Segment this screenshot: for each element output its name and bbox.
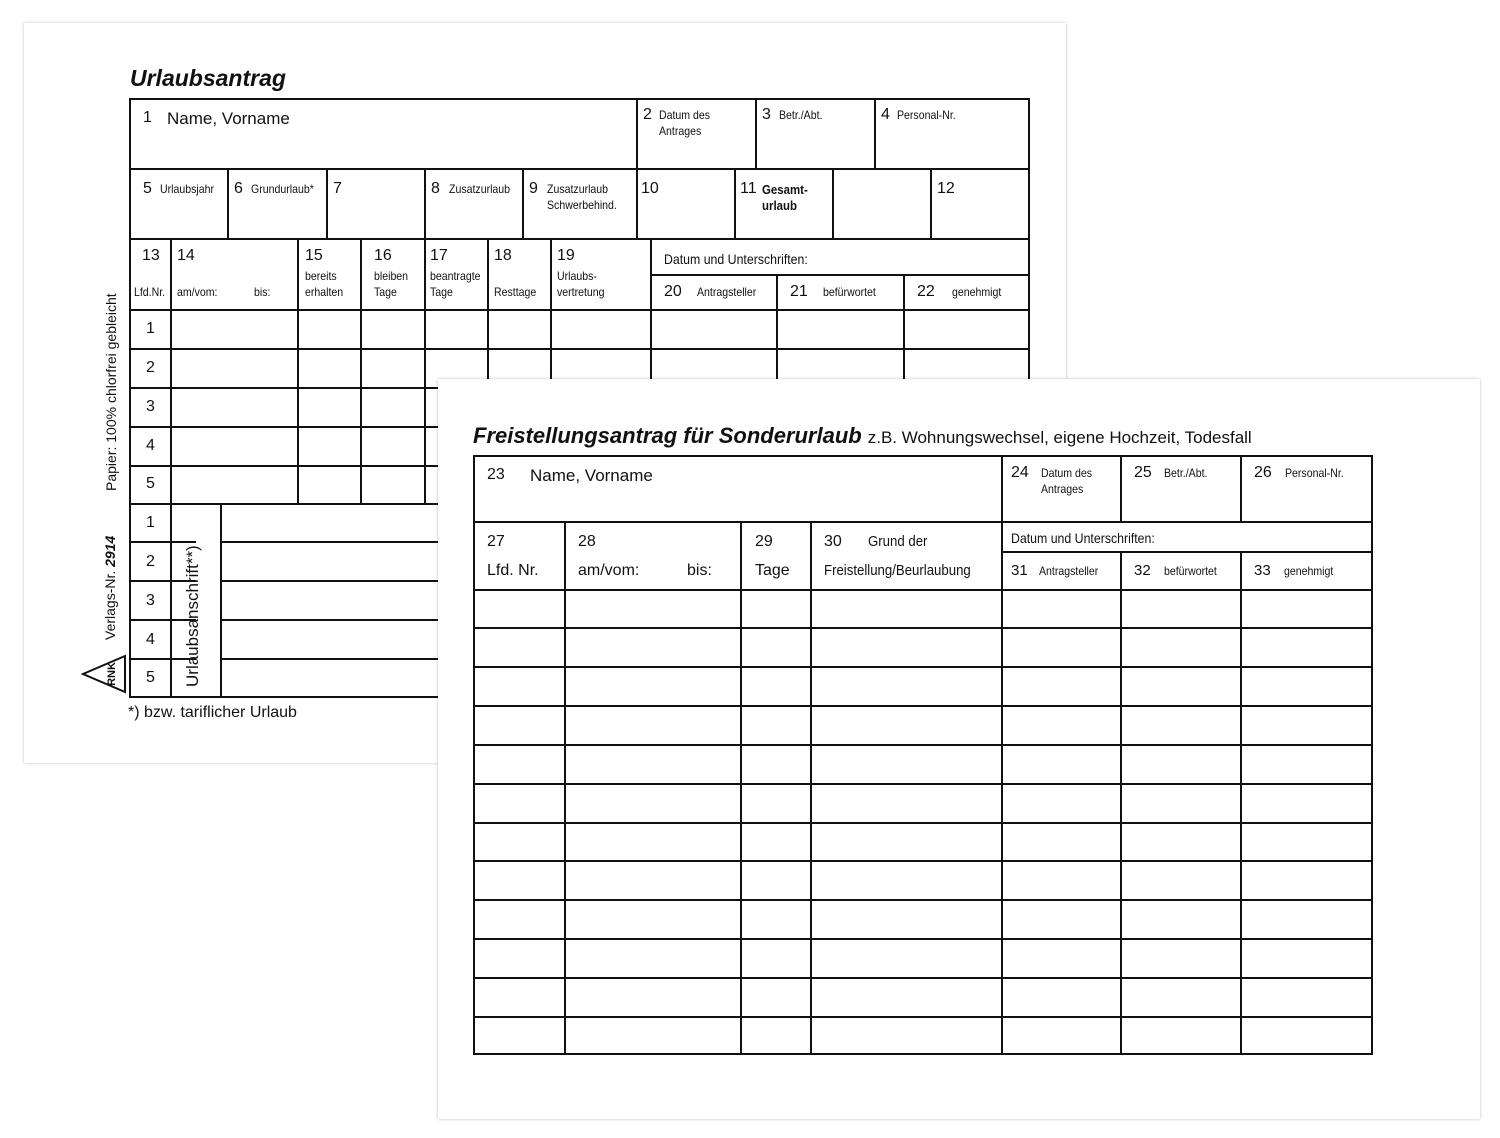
field-26-number: 26 <box>1254 464 1272 481</box>
field-6-number: 6 <box>234 180 243 197</box>
field-15-label-line1: bereits <box>305 269 337 283</box>
address-row-number: 5 <box>146 669 155 686</box>
field-30-label-line1: Grund der <box>868 533 928 550</box>
field-4-label: Personal-Nr. <box>897 108 956 122</box>
field-30-number: 30 <box>824 533 842 550</box>
field-1-number: 1 <box>143 109 152 126</box>
field-21-number: 21 <box>790 283 808 300</box>
row-number: 3 <box>146 398 155 415</box>
address-row-number: 2 <box>146 553 155 570</box>
field-6-label: Grundurlaub* <box>251 182 314 196</box>
address-row-number: 4 <box>146 631 155 648</box>
field-11-label-line1: Gesamt- <box>762 182 808 197</box>
field-25-label: Betr./Abt. <box>1164 466 1208 480</box>
paper-note: Papier: 100% chlorfrei gebleicht <box>103 293 119 491</box>
field-3-label: Betr./Abt. <box>779 108 823 122</box>
freistellungsantrag-subtitle: z.B. Wohnungswechsel, eigene Hochzeit, Todesfall <box>867 428 1252 447</box>
verlag-prefix: Verlags-Nr. <box>102 566 118 640</box>
signatures-label: Datum und Unterschriften: <box>1011 530 1155 546</box>
field-33-number: 33 <box>1254 562 1271 579</box>
field-13-label: Lfd.Nr. <box>134 285 166 299</box>
verlag-number-value: 2914 <box>102 535 118 567</box>
field-11-number: 11 <box>740 180 757 197</box>
field-7-number: 7 <box>333 180 342 197</box>
field-33-label: genehmigt <box>1284 564 1334 578</box>
address-row-number: 3 <box>146 592 155 609</box>
field-9-label-line1: Zusatzurlaub <box>547 182 609 196</box>
field-13-number: 13 <box>142 247 160 264</box>
urlaubsantrag-title: Urlaubsantrag <box>130 65 286 91</box>
field-27-number: 27 <box>487 533 505 550</box>
field-8-label: Zusatzurlaub <box>449 182 511 196</box>
field-3-number: 3 <box>762 106 771 123</box>
address-label: Urlaubsanschrift**) <box>183 545 202 687</box>
field-10-number: 10 <box>641 180 659 197</box>
field-26-label: Personal-Nr. <box>1285 466 1344 480</box>
field-1-label: Name, Vorname <box>167 109 290 128</box>
field-2-number: 2 <box>643 106 652 123</box>
field-17-label-line2: Tage <box>430 285 453 299</box>
field-24-number: 24 <box>1011 464 1029 481</box>
field-28-number: 28 <box>578 533 596 550</box>
field-24-label-line1: Datum des <box>1041 466 1093 480</box>
freistellungsantrag-sheet <box>438 379 1480 1119</box>
field-16-label-line2: Tage <box>374 285 397 299</box>
field-4-number: 4 <box>881 106 890 123</box>
field-17-label-line1: beantragte <box>430 269 481 283</box>
freistellungsantrag-title <box>473 423 1252 449</box>
field-27-label: Lfd. Nr. <box>487 562 539 579</box>
field-22-label: genehmigt <box>952 285 1002 299</box>
field-15-number: 15 <box>305 247 323 264</box>
field-9-label-line2: Schwerbehind. <box>547 198 617 212</box>
field-21-label: befürwortet <box>823 285 876 299</box>
field-8-number: 8 <box>431 180 440 197</box>
field-31-label: Antragsteller <box>1039 564 1099 578</box>
signatures-label: Datum und Unterschriften: <box>664 251 808 267</box>
field-30-label-line2: Freistellung/Beurlaubung <box>824 562 971 579</box>
field-18-label: Resttage <box>494 285 537 299</box>
row-number: 4 <box>146 437 155 454</box>
rnk-logo <box>81 654 127 694</box>
row-number: 2 <box>146 359 155 376</box>
field-17-number: 17 <box>430 247 448 264</box>
field-16-number: 16 <box>374 247 392 264</box>
field-14-number: 14 <box>177 247 195 264</box>
field-2-label-line2: Antrages <box>659 124 702 138</box>
field-25-number: 25 <box>1134 464 1152 481</box>
field-19-number: 19 <box>557 247 575 264</box>
field-20-label: Antragsteller <box>697 285 757 299</box>
field-9-number: 9 <box>529 180 538 197</box>
field-19-label-line1: Urlaubs- <box>557 269 597 283</box>
rnk-logo-letters: RNK <box>106 662 118 686</box>
field-16-label-line1: bleiben <box>374 269 409 283</box>
address-row-number: 1 <box>146 514 155 531</box>
row-number: 1 <box>146 320 155 337</box>
field-28-from-label: am/vom: <box>578 562 640 579</box>
field-2-label-line1: Datum des <box>659 108 711 122</box>
field-23-label: Name, Vorname <box>530 466 653 485</box>
field-18-number: 18 <box>494 247 512 264</box>
field-12-number: 12 <box>937 180 955 197</box>
row-number: 5 <box>146 475 155 492</box>
field-5-label: Urlaubsjahr <box>160 182 214 196</box>
field-14-from-label: am/vom: <box>177 285 218 299</box>
field-20-number: 20 <box>664 283 682 300</box>
field-15-label-line2: erhalten <box>305 285 344 299</box>
field-11-label-line2: urlaub <box>762 198 797 213</box>
field-32-label: befürwortet <box>1164 564 1217 578</box>
verlag-number <box>103 536 117 640</box>
field-29-number: 29 <box>755 533 773 550</box>
field-28-to-label: bis: <box>687 562 712 579</box>
field-5-number: 5 <box>143 180 152 197</box>
field-32-number: 32 <box>1134 562 1151 579</box>
footnote: *) bzw. tariflicher Urlaub <box>128 704 297 721</box>
field-29-label: Tage <box>755 562 790 579</box>
field-23-number: 23 <box>487 466 505 483</box>
field-14-to-label: bis: <box>254 285 271 299</box>
field-24-label-line2: Antrages <box>1041 482 1084 496</box>
field-31-number: 31 <box>1011 562 1028 579</box>
field-22-number: 22 <box>917 283 935 300</box>
field-19-label-line2: vertretung <box>557 285 605 299</box>
freistellungsantrag-title-text: Freistellungsantrag für Sonderurlaub <box>473 423 862 448</box>
